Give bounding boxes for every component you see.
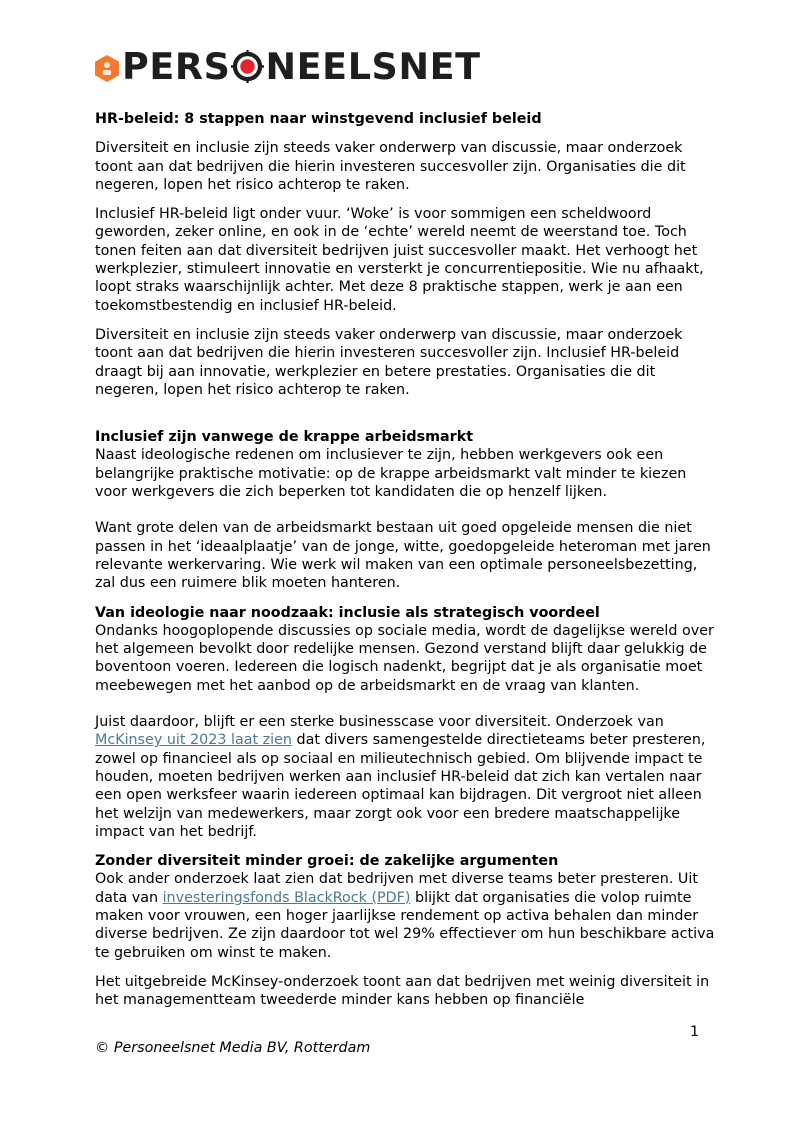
heading-labor-market: Inclusief zijn vanwege de krappe arbeidsmarkt [95, 429, 474, 446]
paragraph-context: Inclusief HR-beleid ligt onder vuur. ‘Woke’ is voor sommigen een scheldwoord geworden, zeker online, en ook in de ‘echte’ wereld neemt de weerstand toe. Toch tonen feiten aan dat diversiteit bedrijven juist succesvoller maakt. Het verhoogt het werkplezier, stimuleert innovatie en versterkt je concurrentiepositie. Wie nu afhaakt, loopt straks waarschijnlijk achter. Met deze 8 praktische stappen, werk je aan een toekomstbestendig en inclusief HR-beleid. [95, 206, 704, 314]
page-number: 1 [690, 1024, 700, 1040]
article-body [95, 110, 715, 1020]
logo-wordmark [122, 47, 481, 87]
paragraph-labor-market-2: Want grote delen van de arbeidsmarkt bestaan uit goed opgeleide mensen die niet passen in het ‘ideaalplaatje’ van de jonge, witte, goedopgeleide heteroman met jaren relevante werkervaring. Wie werk wil maken van een optimale personeelsbezetting, zal dus een ruimere blik moeten hanteren. [95, 520, 711, 592]
logo-text-part-2: NEELSNET [265, 45, 481, 88]
paragraph-summary: Diversiteit en inclusie zijn steeds vaker onderwerp van discussie, maar onderzoek toont aan dat bedrijven die hierin investeren succesvoller zijn. Inclusief HR-beleid draagt bij aan innovatie, werkplezier en betere prestaties. Organisaties die dit negeren, lopen het risico achterop te raken. [95, 326, 683, 398]
blackrock-text-before: Ook ander onderzoek laat zien dat bedrijven met diverse teams beter presteren. Uit data van [95, 871, 698, 906]
blackrock-link[interactable]: investeringsfonds BlackRock (PDF) [162, 889, 411, 906]
paragraph-blackrock [95, 870, 715, 961]
paragraph-intro: Diversiteit en inclusie zijn steeds vaker onderwerp van discussie, maar onderzoek toont aan dat bedrijven die hierin investeren succesvoller zijn. Organisaties die dit negeren, lopen het risico achterop te raken. [95, 140, 686, 193]
personeelsnet-logo [95, 45, 500, 88]
businesscase-text-after: dat divers samengestelde directieteams beter presteren, zowel op financieel als op sociaal en milieutechnisch gebied. Om blijvende impact te houden, moeten bedrijven werken aan inclusief HR-beleid dat zich kan vertalen naar een open werksfeer waarin iedereen optimaal kan bijdragen. Dit vergroot niet alleen het welzijn van medewerkers, maar zorgt ook voor een bredere maatschappelijke impact van het bedrijf. [95, 732, 706, 840]
hexagon-badge-icon [95, 55, 119, 82]
heading-ideology: Van ideologie naar noodzaak: inclusie als strategisch voordeel [95, 604, 600, 621]
paragraph-businesscase [95, 713, 715, 841]
paragraph-labor-market: Naast ideologische redenen om inclusiever te zijn, hebben werkgevers ook een belangrijke praktische motivatie: op de krappe arbeidsmarkt valt minder te kiezen voor werkgevers die zich beperken tot kandidaten die op henzelf lijken. [95, 447, 687, 501]
logo-text-part-1: PERS [122, 45, 231, 88]
paragraph-mckinsey-diversity: Het uitgebreide McKinsey-onderzoek toont aan dat bedrijven met weinig diversiteit in het managementteam tweederde minder kans hebben op financiële [95, 973, 710, 1009]
footer-copyright: © Personeelsnet Media BV, Rotterdam [95, 1040, 371, 1056]
crosshair-target-icon [231, 50, 264, 83]
heading-growth: Zonder diversiteit minder groei: de zakelijke argumenten [95, 853, 559, 870]
article-title: HR-beleid: 8 stappen naar winstgevend inclusief beleid [95, 111, 542, 127]
paragraph-ideology: Ondanks hoogoplopende discussies op sociale media, wordt de dagelijkse wereld over het algemeen bevolkt door redelijke mensen. Gezond verstand blijft daar gelukkig de boventoon voeren. Iedereen die logisch nadenkt, begrijpt dat je als organisatie moet meebewegen met het aanbod op de arbeidsmarkt en de vraag van klanten. [95, 622, 714, 694]
blackrock-text-after: blijkt dat organisaties die volop ruimte maken voor vrouwen, een hoger jaarlijkse rendement op activa behalen dan minder diverse bedrijven. Ze zijn daardoor tot wel 29% effectiever om hun beschikbare activa te gebruiken om winst te maken. [95, 889, 715, 961]
mckinsey-link[interactable]: McKinsey uit 2023 laat zien [95, 732, 292, 749]
businesscase-text-before: Juist daardoor, blijft er een sterke businesscase voor diversiteit. Onderzoek van [95, 714, 664, 731]
